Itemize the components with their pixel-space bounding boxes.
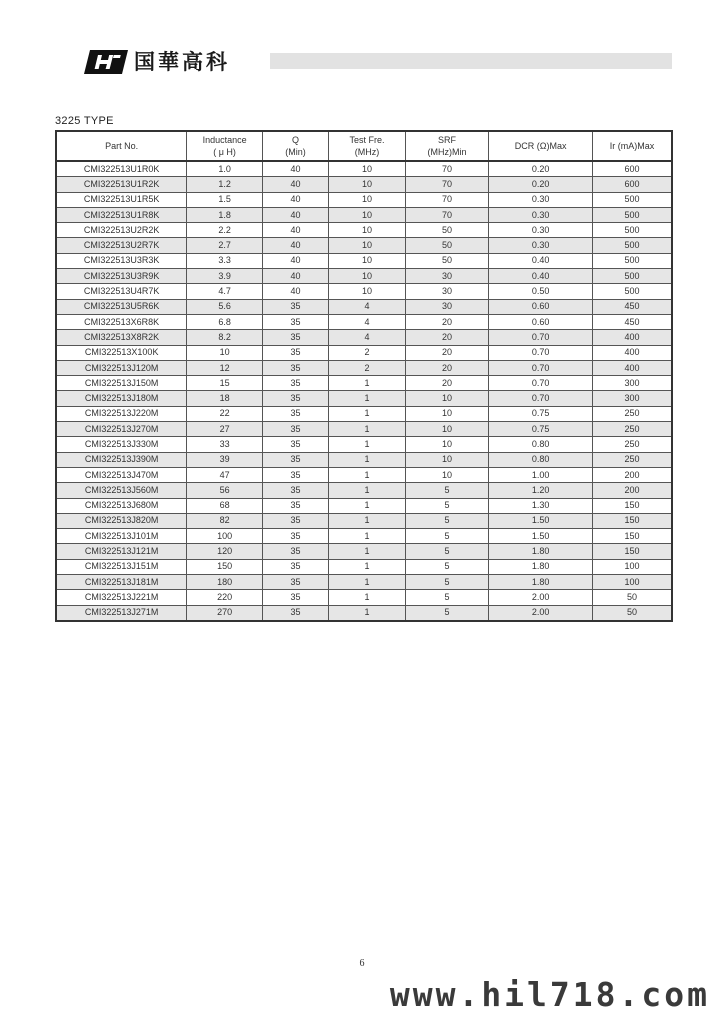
cell-part-no: CMI322513U5R6K: [56, 299, 187, 314]
cell-srf: 10: [405, 406, 489, 421]
cell-inductance: 2.2: [187, 223, 262, 238]
cell-part-no: CMI322513U2R2K: [56, 223, 187, 238]
table-body: [56, 161, 672, 621]
cell-part-no: CMI322513X6R8K: [56, 314, 187, 329]
cell-ir: 400: [592, 345, 672, 360]
cell-dcr: 0.70: [489, 391, 593, 406]
column-header-unit: (MHz): [354, 147, 380, 157]
cell-srf: 5: [405, 498, 489, 513]
cell-part-no: CMI322513J181M: [56, 575, 187, 590]
table-row: [56, 360, 672, 375]
cell-ir: 600: [592, 177, 672, 192]
cell-part-no: CMI322513J150M: [56, 376, 187, 391]
column-header-inductance: [187, 131, 262, 161]
cell-ir: 250: [592, 406, 672, 421]
cell-test-frequency: 10: [329, 192, 405, 207]
table-row: [56, 330, 672, 345]
cell-part-no: CMI322513U1R8K: [56, 207, 187, 222]
cell-dcr: 0.60: [489, 314, 593, 329]
cell-test-frequency: 4: [329, 330, 405, 345]
cell-test-frequency: 1: [329, 406, 405, 421]
cell-q: 35: [262, 575, 328, 590]
cell-dcr: 0.80: [489, 437, 593, 452]
cell-inductance: 33: [187, 437, 262, 452]
table-row: [56, 467, 672, 482]
cell-dcr: 0.30: [489, 192, 593, 207]
cell-q: 35: [262, 513, 328, 528]
cell-q: 35: [262, 422, 328, 437]
cell-srf: 10: [405, 452, 489, 467]
cell-srf: 20: [405, 330, 489, 345]
cell-q: 35: [262, 345, 328, 360]
table-row: [56, 192, 672, 207]
cell-inductance: 2.7: [187, 238, 262, 253]
cell-part-no: CMI322513U1R5K: [56, 192, 187, 207]
cell-q: 40: [262, 238, 328, 253]
cell-part-no: CMI322513J680M: [56, 498, 187, 513]
cell-srf: 70: [405, 192, 489, 207]
column-header-part-no: [56, 131, 187, 161]
cell-inductance: 22: [187, 406, 262, 421]
cell-inductance: 68: [187, 498, 262, 513]
cell-srf: 70: [405, 177, 489, 192]
cell-srf: 30: [405, 284, 489, 299]
column-header-line: Q: [292, 135, 300, 145]
cell-ir: 400: [592, 360, 672, 375]
cell-q: 35: [262, 605, 328, 621]
cell-part-no: CMI322513J390M: [56, 452, 187, 467]
cell-dcr: 0.40: [489, 269, 593, 284]
cell-ir: 300: [592, 376, 672, 391]
cell-q: 35: [262, 437, 328, 452]
cell-dcr: 0.30: [489, 207, 593, 222]
cell-srf: 20: [405, 376, 489, 391]
cell-dcr: 0.60: [489, 299, 593, 314]
cell-test-frequency: 1: [329, 559, 405, 574]
cell-test-frequency: 10: [329, 161, 405, 177]
cell-test-frequency: 10: [329, 177, 405, 192]
cell-srf: 50: [405, 223, 489, 238]
table-row: [56, 544, 672, 559]
cell-test-frequency: 1: [329, 376, 405, 391]
cell-dcr: 0.70: [489, 376, 593, 391]
cell-part-no: CMI322513U2R7K: [56, 238, 187, 253]
table-row: [56, 590, 672, 605]
cell-dcr: 0.20: [489, 161, 593, 177]
cell-test-frequency: 10: [329, 253, 405, 268]
cell-test-frequency: 1: [329, 605, 405, 621]
cell-dcr: 0.20: [489, 177, 593, 192]
cell-ir: 150: [592, 498, 672, 513]
cell-q: 35: [262, 590, 328, 605]
column-header-test-frequency: [329, 131, 405, 161]
cell-ir: 50: [592, 590, 672, 605]
table-row: [56, 529, 672, 544]
cell-dcr: 0.80: [489, 452, 593, 467]
cell-test-frequency: 1: [329, 513, 405, 528]
cell-ir: 500: [592, 253, 672, 268]
header-row: [56, 131, 672, 161]
cell-ir: 400: [592, 330, 672, 345]
table-row: [56, 299, 672, 314]
cell-ir: 150: [592, 529, 672, 544]
table-row: [56, 345, 672, 360]
cell-inductance: 1.8: [187, 207, 262, 222]
cell-test-frequency: 1: [329, 590, 405, 605]
column-header-unit: (MHz)Min: [427, 147, 467, 157]
cell-part-no: CMI322513X100K: [56, 345, 187, 360]
cell-q: 35: [262, 330, 328, 345]
cell-ir: 100: [592, 559, 672, 574]
cell-part-no: CMI322513J101M: [56, 529, 187, 544]
cell-inductance: 27: [187, 422, 262, 437]
cell-part-no: CMI322513U1R2K: [56, 177, 187, 192]
cell-inductance: 82: [187, 513, 262, 528]
cell-q: 35: [262, 376, 328, 391]
cell-srf: 5: [405, 559, 489, 574]
table-row: [56, 223, 672, 238]
header-bar: [270, 53, 672, 69]
column-header-srf: [405, 131, 489, 161]
column-header-line: Inductance: [202, 135, 247, 145]
cell-srf: 50: [405, 253, 489, 268]
cell-ir: 500: [592, 238, 672, 253]
cell-dcr: 1.50: [489, 529, 593, 544]
cell-test-frequency: 10: [329, 223, 405, 238]
cell-part-no: CMI322513J180M: [56, 391, 187, 406]
cell-inductance: 56: [187, 483, 262, 498]
cell-dcr: 1.80: [489, 544, 593, 559]
table-row: [56, 452, 672, 467]
table-header: [56, 131, 672, 161]
cell-srf: 10: [405, 391, 489, 406]
table-row: [56, 406, 672, 421]
cell-inductance: 8.2: [187, 330, 262, 345]
cell-test-frequency: 1: [329, 437, 405, 452]
cell-test-frequency: 10: [329, 284, 405, 299]
table-row: [56, 253, 672, 268]
cell-dcr: 1.50: [489, 513, 593, 528]
table-row: [56, 575, 672, 590]
cell-part-no: CMI322513J220M: [56, 406, 187, 421]
cell-part-no: CMI322513J151M: [56, 559, 187, 574]
table-row: [56, 422, 672, 437]
cell-test-frequency: 10: [329, 269, 405, 284]
cell-test-frequency: 1: [329, 422, 405, 437]
table-row: [56, 177, 672, 192]
cell-dcr: 0.40: [489, 253, 593, 268]
cell-q: 35: [262, 314, 328, 329]
cell-srf: 5: [405, 605, 489, 621]
cell-q: 35: [262, 529, 328, 544]
column-header-dcr: [489, 131, 593, 161]
cell-srf: 10: [405, 437, 489, 452]
cell-ir: 450: [592, 299, 672, 314]
cell-test-frequency: 1: [329, 529, 405, 544]
cell-srf: 5: [405, 529, 489, 544]
cell-part-no: CMI322513J330M: [56, 437, 187, 452]
table-row: [56, 314, 672, 329]
table-row: [56, 207, 672, 222]
inductor-spec-table: [55, 130, 673, 622]
cell-ir: 150: [592, 513, 672, 528]
cell-part-no: CMI322513X8R2K: [56, 330, 187, 345]
cell-srf: 70: [405, 207, 489, 222]
cell-inductance: 150: [187, 559, 262, 574]
cell-srf: 70: [405, 161, 489, 177]
cell-srf: 5: [405, 590, 489, 605]
cell-test-frequency: 1: [329, 391, 405, 406]
cell-q: 35: [262, 391, 328, 406]
section-title: 3225 TYPE: [55, 115, 114, 127]
cell-dcr: 2.00: [489, 605, 593, 621]
column-header-line: DCR (Ω)Max: [514, 141, 567, 151]
cell-dcr: 0.30: [489, 223, 593, 238]
cell-ir: 250: [592, 452, 672, 467]
cell-ir: 500: [592, 192, 672, 207]
table-row: [56, 238, 672, 253]
cell-dcr: 0.75: [489, 422, 593, 437]
cell-q: 35: [262, 544, 328, 559]
table-row: [56, 513, 672, 528]
cell-q: 40: [262, 269, 328, 284]
cell-inductance: 6.8: [187, 314, 262, 329]
cell-inductance: 5.6: [187, 299, 262, 314]
cell-test-frequency: 2: [329, 345, 405, 360]
cell-dcr: 0.70: [489, 330, 593, 345]
cell-dcr: 0.50: [489, 284, 593, 299]
cell-part-no: CMI322513J470M: [56, 467, 187, 482]
company-logo-icon: [84, 50, 128, 74]
column-header-q: [262, 131, 328, 161]
cell-ir: 50: [592, 605, 672, 621]
cell-ir: 250: [592, 437, 672, 452]
cell-inductance: 15: [187, 376, 262, 391]
cell-dcr: 0.70: [489, 360, 593, 375]
cell-dcr: 0.30: [489, 238, 593, 253]
cell-dcr: 1.00: [489, 467, 593, 482]
cell-part-no: CMI322513J121M: [56, 544, 187, 559]
cell-part-no: CMI322513J270M: [56, 422, 187, 437]
cell-srf: 30: [405, 299, 489, 314]
cell-inductance: 47: [187, 467, 262, 482]
cell-q: 35: [262, 299, 328, 314]
cell-srf: 5: [405, 575, 489, 590]
cell-test-frequency: 2: [329, 360, 405, 375]
column-header-unit: (Min): [285, 147, 306, 157]
column-header-unit: ( μ H): [213, 147, 236, 157]
cell-inductance: 3.3: [187, 253, 262, 268]
cell-ir: 500: [592, 207, 672, 222]
cell-part-no: CMI322513J271M: [56, 605, 187, 621]
table-row: [56, 284, 672, 299]
cell-q: 35: [262, 483, 328, 498]
cell-test-frequency: 1: [329, 483, 405, 498]
cell-q: 35: [262, 559, 328, 574]
cell-ir: 300: [592, 391, 672, 406]
table-row: [56, 498, 672, 513]
cell-q: 40: [262, 207, 328, 222]
cell-inductance: 100: [187, 529, 262, 544]
cell-part-no: CMI322513J120M: [56, 360, 187, 375]
cell-test-frequency: 4: [329, 299, 405, 314]
page-number: 6: [359, 958, 365, 969]
cell-ir: 500: [592, 284, 672, 299]
cell-dcr: 0.75: [489, 406, 593, 421]
table-row: [56, 269, 672, 284]
cell-q: 40: [262, 253, 328, 268]
cell-test-frequency: 1: [329, 544, 405, 559]
brand-name: 国華高科: [134, 50, 230, 74]
column-header-line: Part No.: [105, 141, 139, 151]
cell-q: 35: [262, 467, 328, 482]
cell-inductance: 1.5: [187, 192, 262, 207]
table-row: [56, 437, 672, 452]
cell-ir: 200: [592, 467, 672, 482]
cell-inductance: 4.7: [187, 284, 262, 299]
cell-srf: 30: [405, 269, 489, 284]
table-row: [56, 161, 672, 177]
cell-ir: 250: [592, 422, 672, 437]
cell-inductance: 3.9: [187, 269, 262, 284]
cell-q: 35: [262, 406, 328, 421]
cell-part-no: CMI322513J560M: [56, 483, 187, 498]
cell-inductance: 180: [187, 575, 262, 590]
table-row: [56, 391, 672, 406]
cell-dcr: 1.20: [489, 483, 593, 498]
cell-q: 35: [262, 360, 328, 375]
cell-inductance: 220: [187, 590, 262, 605]
cell-srf: 20: [405, 360, 489, 375]
cell-ir: 200: [592, 483, 672, 498]
cell-inductance: 120: [187, 544, 262, 559]
cell-dcr: 1.30: [489, 498, 593, 513]
cell-inductance: 12: [187, 360, 262, 375]
cell-q: 40: [262, 192, 328, 207]
cell-inductance: 1.2: [187, 177, 262, 192]
site-watermark: www.hil718.com: [389, 975, 710, 1014]
cell-inductance: 270: [187, 605, 262, 621]
table-row: [56, 483, 672, 498]
table-row: [56, 559, 672, 574]
page-header: [84, 48, 672, 76]
cell-q: 35: [262, 498, 328, 513]
cell-test-frequency: 10: [329, 238, 405, 253]
cell-ir: 600: [592, 161, 672, 177]
cell-q: 35: [262, 452, 328, 467]
cell-dcr: 0.70: [489, 345, 593, 360]
cell-ir: 100: [592, 575, 672, 590]
cell-ir: 500: [592, 269, 672, 284]
cell-q: 40: [262, 177, 328, 192]
cell-srf: 10: [405, 422, 489, 437]
cell-test-frequency: 4: [329, 314, 405, 329]
column-header-line: Ir (mA)Max: [609, 141, 655, 151]
cell-inductance: 10: [187, 345, 262, 360]
cell-ir: 500: [592, 223, 672, 238]
cell-srf: 50: [405, 238, 489, 253]
cell-srf: 10: [405, 467, 489, 482]
column-header-ir: [592, 131, 672, 161]
table-row: [56, 376, 672, 391]
cell-part-no: CMI322513J221M: [56, 590, 187, 605]
cell-srf: 5: [405, 513, 489, 528]
cell-dcr: 1.80: [489, 559, 593, 574]
cell-test-frequency: 1: [329, 575, 405, 590]
table-row: [56, 605, 672, 621]
cell-inductance: 39: [187, 452, 262, 467]
column-header-line: Test Fre.: [349, 135, 385, 145]
cell-inductance: 1.0: [187, 161, 262, 177]
cell-test-frequency: 1: [329, 452, 405, 467]
cell-part-no: CMI322513J820M: [56, 513, 187, 528]
cell-srf: 20: [405, 314, 489, 329]
cell-ir: 150: [592, 544, 672, 559]
cell-ir: 450: [592, 314, 672, 329]
cell-part-no: CMI322513U1R0K: [56, 161, 187, 177]
cell-q: 40: [262, 284, 328, 299]
cell-srf: 5: [405, 483, 489, 498]
cell-q: 40: [262, 223, 328, 238]
column-header-line: SRF: [438, 135, 456, 145]
cell-dcr: 1.80: [489, 575, 593, 590]
cell-inductance: 18: [187, 391, 262, 406]
cell-q: 40: [262, 161, 328, 177]
cell-test-frequency: 10: [329, 207, 405, 222]
cell-test-frequency: 1: [329, 467, 405, 482]
cell-part-no: CMI322513U3R9K: [56, 269, 187, 284]
cell-part-no: CMI322513U3R3K: [56, 253, 187, 268]
cell-part-no: CMI322513U4R7K: [56, 284, 187, 299]
cell-test-frequency: 1: [329, 498, 405, 513]
cell-srf: 20: [405, 345, 489, 360]
cell-dcr: 2.00: [489, 590, 593, 605]
cell-srf: 5: [405, 544, 489, 559]
